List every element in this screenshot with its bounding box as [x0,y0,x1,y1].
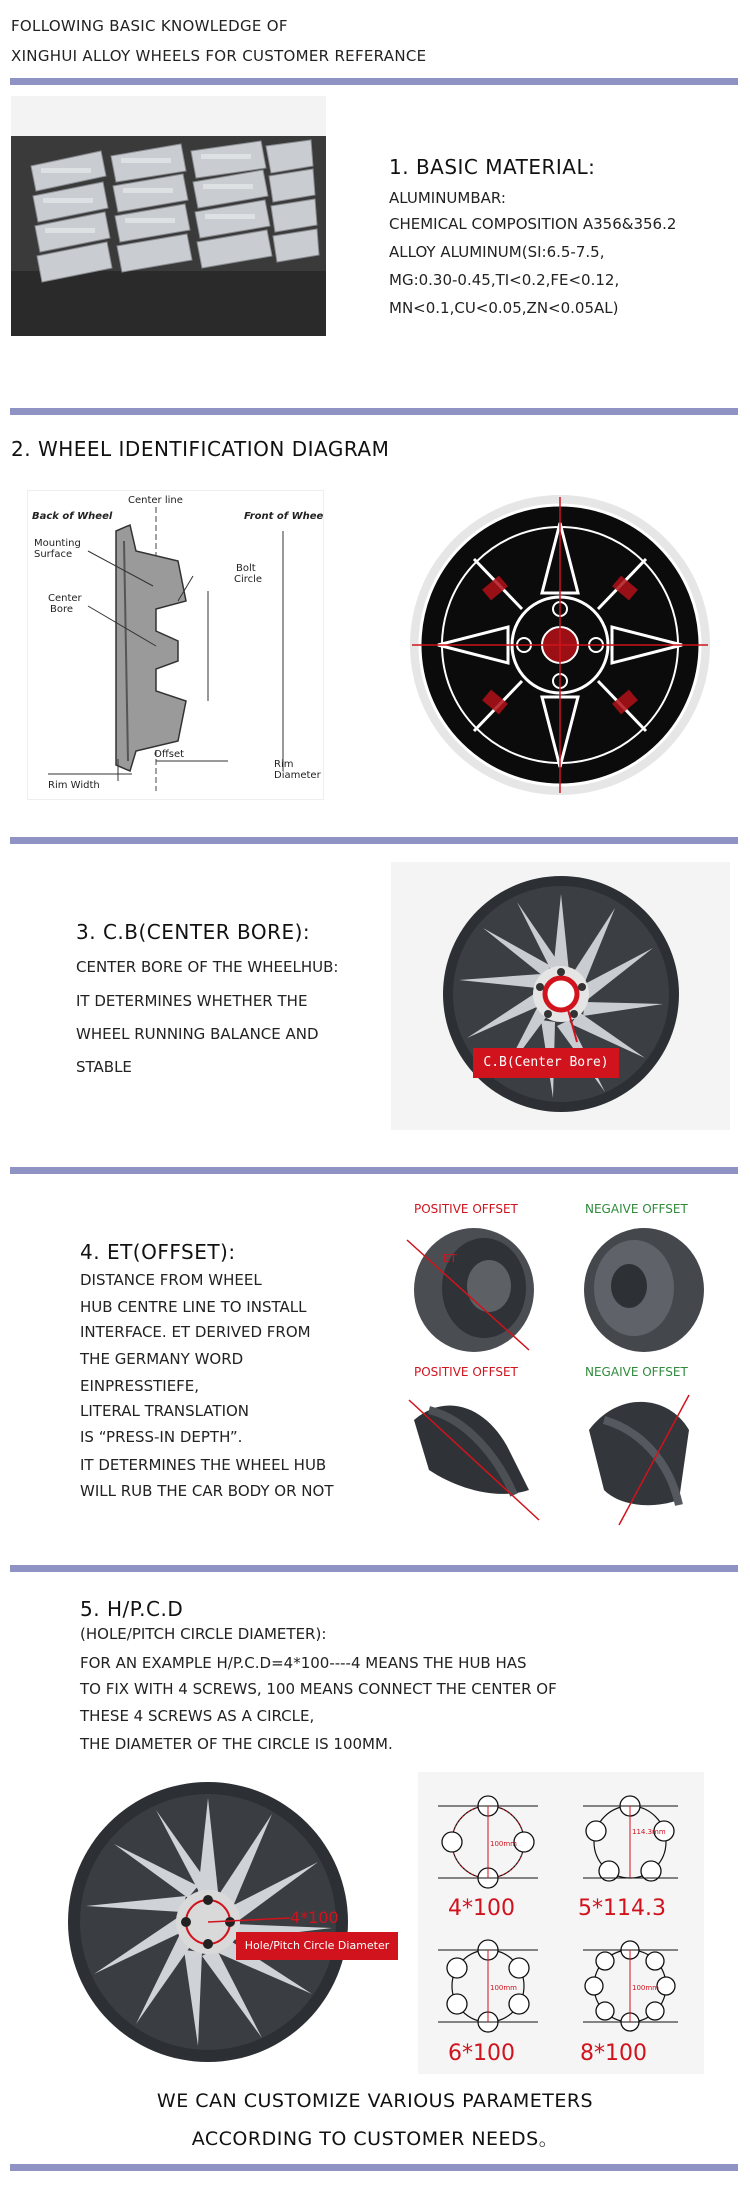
pcd-pattern-6-100 [438,1940,538,2066]
wheel-front-drawing [392,483,729,806]
diagram-bolt-circle-label-2: Circle [234,574,263,585]
pcd-label-3: 6*100 [448,2041,515,2066]
section1-line-5: MN<0.1,CU<0.05,ZN<0.05AL) [389,299,619,317]
divider-6 [10,2164,738,2171]
diagram-mounting-label-1: Mounting [34,538,81,549]
section4-line-8: IT DETERMINES THE WHEEL HUB [80,1456,327,1474]
section1-line-1: ALUMINUMBAR: [389,189,506,207]
center-bore-tag: C.B(Center Bore) [473,1048,619,1078]
diagram-center-line-label: Center line [128,495,183,506]
section4-heading: 4. ET(OFFSET): [80,1240,236,1264]
section4-line-1: DISTANCE FROM WHEEL [80,1271,262,1289]
footer-line-1: WE CAN CUSTOMIZE VARIOUS PARAMETERS [156,2090,594,2112]
section4-line-7: IS “PRESS-IN DEPTH”. [80,1428,243,1446]
cross-section-drawing [28,491,323,799]
pcd-label-1: 4*100 [448,1896,515,1921]
negative-offset-label-top: NEGAIVE OFFSET [585,1202,688,1216]
section5-line-5: THE DIAMETER OF THE CIRCLE IS 100MM. [80,1735,393,1753]
wheel-front-wireframe [392,483,729,806]
section4-line-5: EINPRESSTIEFE, [80,1377,200,1395]
section4-line-2: HUB CENTRE LINE TO INSTALL [80,1298,307,1316]
section5-line-1: (HOLE/PITCH CIRCLE DIAMETER): [80,1625,327,1643]
pcd-inner-2: 114.3mm [632,1828,666,1836]
diagram-rim-diameter-label-1: Rim [274,759,294,770]
section3-heading: 3. C.B(CENTER BORE): [76,920,311,944]
section1-heading: 1. BASIC MATERIAL: [389,155,596,179]
footer-line-2: ACCORDING TO CUSTOMER NEEDS。 [191,2128,559,2150]
pcd-patterns-drawing [418,1772,704,2074]
pcd-wheel-illustration [22,1772,417,2080]
diagram-mounting-label-2: Surface [34,549,73,560]
pcd-inner-3: 100mm [490,1984,517,1992]
wheel-cross-section-diagram [27,490,324,800]
positive-offset-label-top: POSITIVE OFFSET [414,1202,518,1216]
pcd-label-2: 5*114.3 [578,1896,666,1921]
pcd-tag: Hole/Pitch Circle Diameter [236,1932,398,1960]
section5-line-4: THESE 4 SCREWS AS A CIRCLE, [80,1707,315,1725]
section3-line-4: STABLE [76,1058,132,1076]
section3-line-2: IT DETERMINES WHETHER THE [76,992,308,1010]
divider-5 [10,1565,738,1572]
divider-1 [10,78,738,85]
section3-line-3: WHEEL RUNNING BALANCE AND [76,1025,319,1043]
pcd-tag-value: 4*100 [290,1908,339,1927]
intro-line-2: XINGHUI ALLOY WHEELS FOR CUSTOMER REFERANCE [11,47,427,65]
diagram-rim-width-label: Rim Width [48,780,100,791]
negative-offset-label-bottom: NEGAIVE OFFSET [585,1365,688,1379]
section3-line-1: CENTER BORE OF THE WHEELHUB: [76,958,339,976]
pcd-inner-1: 100mm [490,1840,517,1848]
section1-line-3: ALLOY ALUMINUM(SI:6.5-7.5, [389,243,605,261]
divider-4 [10,1167,738,1174]
section4-line-3: INTERFACE. ET DERIVED FROM [80,1323,311,1341]
et-mark: ET [443,1252,457,1265]
section5-line-2: FOR AN EXAMPLE H/P.C.D=4*100----4 MEANS THE HUB HAS [80,1654,527,1672]
diagram-rim-diameter-label-2: Diameter [274,770,321,781]
aluminum-ingot-illustration [11,96,326,368]
section1-line-2: CHEMICAL COMPOSITION A356&356.2 [389,215,677,233]
center-bore-wheel-photo [391,862,730,1130]
pcd-wheel-photo [22,1772,417,2080]
aluminum-ingot-photo [11,96,326,368]
diagram-bolt-circle-label-1: Bolt [236,563,256,574]
offset-comparison-panel [389,1200,734,1530]
diagram-back-label: Back of Wheel [32,511,113,522]
diagram-center-bore-label-2: Bore [50,604,74,615]
pcd-pattern-5-114 [578,1796,678,1921]
pcd-patterns-panel [418,1772,704,2074]
intro-line-1: FOLLOWING BASIC KNOWLEDGE OF [11,17,288,35]
offset-wheels-illustration [389,1220,734,1530]
section4-line-9: WILL RUB THE CAR BODY OR NOT [80,1482,334,1500]
section4-line-6: LITERAL TRANSLATION [80,1402,250,1420]
positive-offset-label-bottom: POSITIVE OFFSET [414,1365,518,1379]
section4-line-4: THE GERMANY WORD [80,1350,244,1368]
diagram-offset-label: Offset [154,749,185,760]
pcd-label-4: 8*100 [580,2041,647,2066]
section1-line-4: MG:0.30-0.45,TI<0.2,FE<0.12, [389,271,620,289]
diagram-center-bore-label-1: Center [48,593,82,604]
pcd-pattern-8-100 [580,1941,678,2066]
section5-line-3: TO FIX WITH 4 SCREWS, 100 MEANS CONNECT THE CENTER OF [80,1680,557,1698]
section2-heading: 2. WHEEL IDENTIFICATION DIAGRAM [11,437,390,461]
divider-2 [10,408,738,415]
pcd-pattern-4-100 [438,1796,538,1921]
divider-3 [10,837,738,844]
pcd-inner-4: 100mm [632,1984,659,1992]
center-bore-wheel-illustration [391,862,730,1130]
diagram-front-label: Front of Wheel [244,511,323,522]
section5-heading: 5. H/P.C.D [80,1597,184,1621]
